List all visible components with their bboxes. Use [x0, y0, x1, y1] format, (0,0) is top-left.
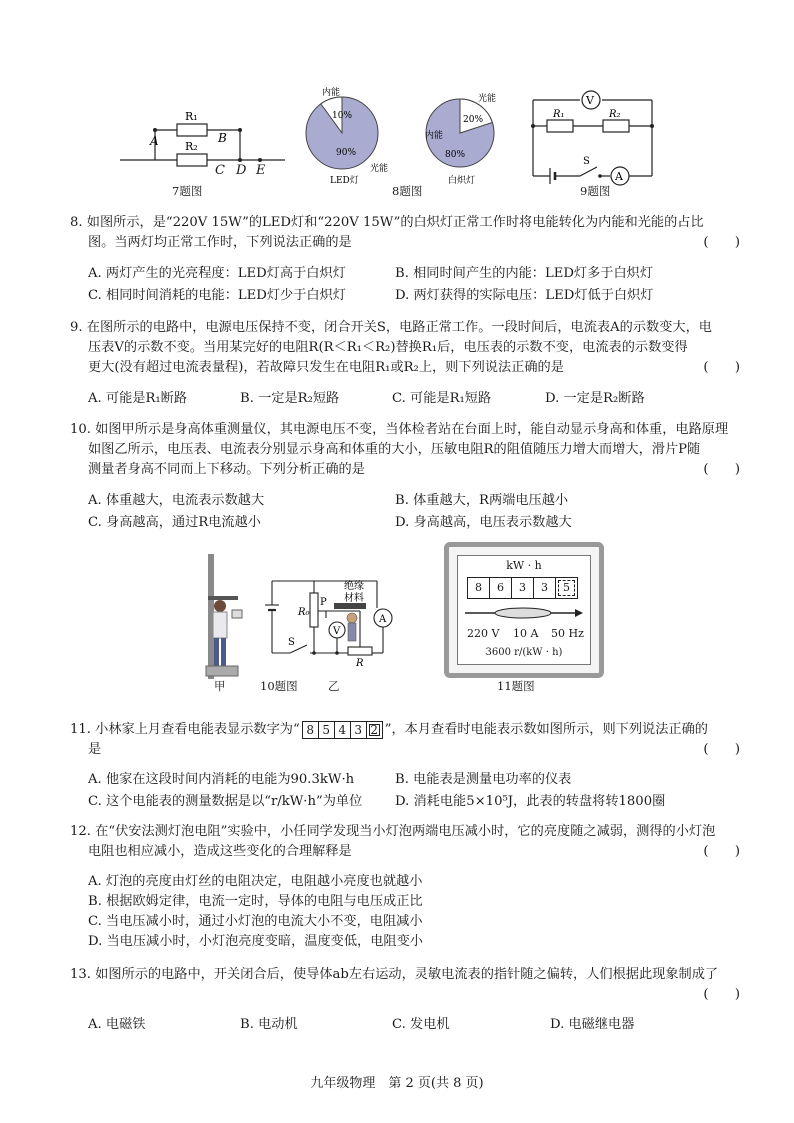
q9-line-3: 更大(没有超过电流表量程)，若故障只发生在电阻R₁或R₂上，则下列说法正确的是	[88, 360, 564, 375]
q11-suffix: ”，本月查看时电能表示数如图所示，则下列说法正确的	[384, 722, 708, 737]
q11-digit: 4	[335, 722, 351, 738]
q12-option-d[interactable]: D. 当电压减小时，小灯泡亮度变暗，温度变低，电阻变小	[88, 934, 423, 949]
inc-heat-pct: 80%	[445, 150, 466, 160]
q11-option-b[interactable]: B. 电能表是测量电功率的仪表	[395, 772, 572, 787]
fig11-digit-decimal: 5	[556, 578, 577, 598]
q11-line-2: 是	[88, 742, 102, 757]
page-footer: 九年级物理 第 2 页(共 8 页)	[310, 1076, 484, 1091]
fig7-point-d: D	[236, 163, 247, 178]
led-light-label: 光能	[370, 164, 389, 174]
q11-answer-bracket[interactable]: ( )	[703, 742, 740, 757]
q10-option-d[interactable]: D. 身高越高，电压表示数越大	[395, 515, 572, 530]
q11-prefix: 11. 小林家上月查看电能表显示数字为“	[70, 722, 300, 737]
fig10-voltmeter: V	[333, 626, 341, 637]
fig10-material-label: 材料	[344, 593, 364, 604]
q13-option-d[interactable]: D. 电磁继电器	[550, 1017, 635, 1032]
q10-line-2: 如图乙所示，电压表、电流表分别显示身高和体重的大小，压敏电阻R的阻值随压力增大而增大，滑片P随	[88, 442, 701, 457]
fig11-digit: 3	[534, 578, 556, 598]
fig10-r0-label: R₀	[298, 607, 310, 618]
q11-digit-decimal: 2	[367, 722, 382, 738]
figure-10-circuit	[262, 573, 402, 668]
question-9	[70, 318, 740, 378]
q13-option-b[interactable]: B. 电动机	[240, 1017, 298, 1032]
fig11-digit: 3	[512, 578, 534, 598]
q11-last-month-reading	[302, 721, 383, 739]
fig9-switch-label: S	[583, 156, 590, 167]
fig11-unit: kW · h	[506, 559, 542, 572]
q10-option-b[interactable]: B. 体重越大，R两端电压越小	[395, 493, 569, 508]
q11-option-a[interactable]: A. 他家在这段时间内消耗的电能为90.3kW·h	[88, 772, 355, 787]
q12-option-b[interactable]: B. 根据欧姆定律，电流一定时，导体的电阻与电压成正比	[88, 894, 423, 909]
q13-answer-bracket[interactable]: ( )	[703, 987, 740, 1002]
fig10-yi-label: 乙	[328, 679, 340, 693]
q8-option-d[interactable]: D. 两灯获得的实际电压：LED灯低于白炽灯	[395, 288, 654, 303]
fig7-r1-label: R₁	[185, 110, 198, 123]
fig10-jia-label: 甲	[214, 679, 226, 693]
inc-name: 白炽灯	[448, 176, 476, 185]
q8-option-a[interactable]: A. 两灯产生的光亮程度：LED灯高于白炽灯	[88, 266, 346, 281]
question-11	[70, 720, 740, 760]
figure-10-height-scale-photo	[198, 548, 258, 688]
q9-option-a[interactable]: A. 可能是R₁断路	[88, 391, 188, 406]
fig11-meter-body	[444, 542, 604, 678]
q12-line-2: 电阻也相应减小，造成这些变化的合理解释是	[88, 844, 352, 859]
led-heat-pct: 10%	[332, 111, 353, 121]
q9-option-c[interactable]: C. 可能是R₁短路	[392, 391, 492, 406]
fig7-r2-label: R₂	[185, 140, 198, 153]
q12-answer-bracket[interactable]: ( )	[703, 844, 740, 859]
q13-line-1: 13. 如图所示的电路中，开关闭合后，使导体ab左右运动，灵敏电流表的指针随之偏转，人们根据此现象制成了	[70, 967, 719, 982]
q10-line-3: 测量者身高不同而上下移动。下列分析正确的是	[88, 462, 365, 477]
q11-digit: 3	[351, 722, 367, 738]
q9-line-1: 9. 在图所示的电路中，电源电压保持不变，闭合开关S，电路正常工作。一段时间后，电流表A的示数变大，电	[70, 320, 712, 335]
q12-line-1: 12. 在“伏安法测灯泡电阻”实验中，小任同学发现当小灯泡两端电压减小时，它的亮度随之减弱，测得的小灯泡	[70, 824, 716, 839]
inc-light-label: 光能	[478, 94, 497, 104]
fig9-r2-label: R₂	[609, 109, 621, 120]
figure-8-pies	[300, 85, 515, 185]
fig10-switch-s: S	[288, 637, 295, 648]
q13-option-a[interactable]: A. 电磁铁	[88, 1017, 146, 1032]
q11-option-c[interactable]: C. 这个电能表的测量数据是以“r/kW·h”为单位	[88, 794, 363, 809]
fig11-voltage: 220 V	[467, 627, 500, 640]
inc-heat-label: 内能	[425, 131, 444, 141]
q10-option-c[interactable]: C. 身高越高，通过R电流越小	[88, 515, 261, 530]
q9-option-d[interactable]: D. 一定是R₂断路	[545, 391, 645, 406]
q11-option-d[interactable]: D. 消耗电能5×10⁵J，此表的转盘将转1800圈	[395, 794, 666, 809]
q11-digit: 8	[303, 722, 319, 738]
question-12	[70, 822, 740, 862]
q8-line-1: 8. 如图所示，是“220V 15W”的LED灯和“220V 15W”的白炽灯正常工作时将电能转化为内能和光能的占比	[70, 215, 704, 230]
led-heat-label: 内能	[322, 88, 341, 98]
fig9-voltmeter: V	[586, 94, 594, 107]
q8-option-c[interactable]: C. 相同时间消耗的电能：LED灯少于白炽灯	[88, 288, 346, 303]
q8-option-b[interactable]: B. 相同时间产生的内能：LED灯多于白炽灯	[395, 266, 654, 281]
question-10	[70, 420, 740, 480]
fig7-point-b: B	[218, 131, 227, 145]
q9-option-b[interactable]: B. 一定是R₂短路	[240, 391, 340, 406]
fig7-point-c: C	[215, 163, 225, 178]
q13-option-c[interactable]: C. 发电机	[392, 1017, 450, 1032]
q11-digit: 5	[319, 722, 335, 738]
question-8	[70, 213, 740, 253]
inc-light-pct: 20%	[463, 115, 484, 125]
q9-line-2: 压表V的示数不变。当用某完好的电阻R(R＜R₁＜R₂)替换R₁后，电压表的示数不变，电流表的示数变得	[88, 340, 688, 355]
fig11-current: 10 A	[513, 627, 539, 640]
fig9-ammeter: A	[615, 170, 623, 183]
fig10-caption: 10题图	[260, 679, 298, 693]
figure-7-circuit	[115, 100, 290, 170]
fig10-resistor-r: R	[356, 658, 364, 668]
q8-line-2: 图。当两灯均正常工作时，下列说法正确的是	[88, 235, 352, 250]
fig11-frequency: 50 Hz	[551, 627, 584, 640]
q10-answer-bracket[interactable]: ( )	[703, 462, 740, 477]
fig7-point-a: A	[150, 134, 159, 148]
question-13	[70, 965, 740, 1005]
fig10-insulation-label: 绝缘	[344, 581, 364, 592]
fig11-digit: 6	[490, 578, 512, 598]
q10-option-a[interactable]: A. 体重越大，电流表示数越大	[88, 493, 265, 508]
fig7-point-e: E	[256, 163, 266, 178]
led-name: LED灯	[330, 176, 359, 185]
q9-answer-bracket[interactable]: ( )	[703, 360, 740, 375]
fig11-constant: 3600 r/(kW · h)	[485, 647, 563, 658]
q12-option-a[interactable]: A. 灯泡的亮度由灯丝的电阻决定，电阻越小亮度也就越小	[88, 874, 423, 889]
fig10-ammeter: A	[379, 614, 387, 625]
q10-line-1: 10. 如图甲所示是身高体重测量仪，其电源电压不变，当体检者站在台面上时，能自动显示身高和体重，电路原理	[70, 422, 729, 437]
fig9-r1-label: R₁	[553, 109, 565, 120]
fig8-caption: 8题图	[392, 184, 423, 198]
fig10-slider-p: P	[320, 597, 327, 608]
fig11-caption: 11题图	[497, 679, 535, 693]
fig11-counter	[467, 577, 578, 599]
fig9-caption: 9题图	[580, 184, 611, 198]
fig11-rotating-disc	[463, 603, 585, 623]
figure-9-circuit	[525, 88, 660, 188]
q12-option-c[interactable]: C. 当电压减小时，通过小灯泡的电流大小不变，电阻减小	[88, 914, 423, 929]
led-pie-chart	[306, 97, 378, 169]
fig7-caption: 7题图	[172, 184, 203, 198]
led-light-pct: 90%	[336, 148, 357, 158]
fig11-digit: 8	[468, 578, 490, 598]
q8-answer-bracket[interactable]: ( )	[703, 235, 740, 250]
